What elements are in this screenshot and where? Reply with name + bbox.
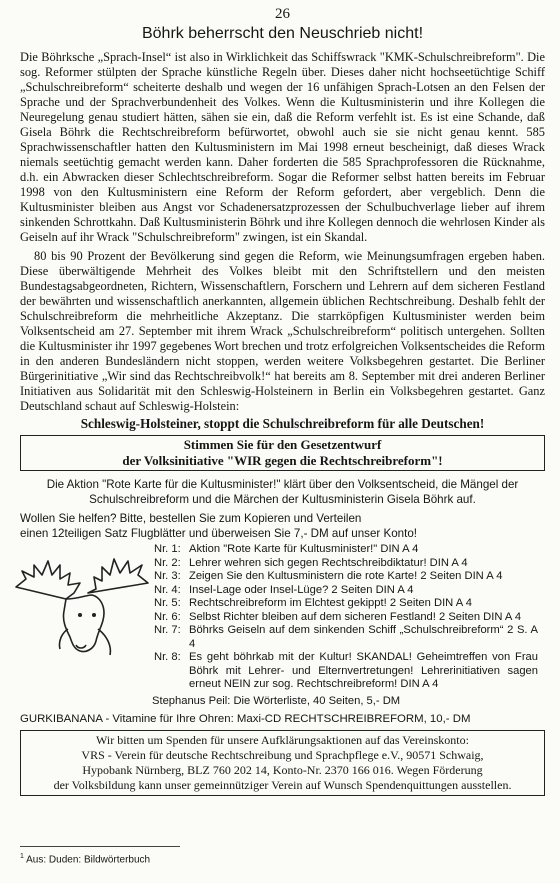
donate-line-1: Wir bitten um Spenden für unsere Aufklärungsaktionen auf das Vereinskonto: (96, 733, 469, 747)
flyer-list (154, 543, 538, 692)
moose-illustration (8, 549, 158, 659)
vote-box (20, 435, 545, 471)
donation-box (20, 730, 545, 796)
list-item: Nr. 6: Selbst Richter bleiben auf dem sicheren Festland! 2 Seiten DIN A 4 (154, 610, 522, 623)
paragraph-2: 80 bis 90 Prozent der Bevölkerung sind gegen die Reform, wie Meinungsumfragen ergeben haben. Diese überwältigende Mehrheit des Volkes bleibt mit den Schriftstellern und den meisten Bundestagsabgeordneten, Richtern, Wissenschaftlern, Forschern und Lehrern auf dem sicheren Festland der bewährten und wissenschaftlich anerkannten, allgemein üblichen Rechtschreibung. Deshalb fehlt der Schulschreibreform die mehrheitliche Akzeptanz. Die starrköpfigen Kultusminister werden beim Volksentscheid am 27. September mit ihrem Wrack „Schulschreibreform“ politisch untergehen. Sollten die Kultusminister ihr 1997 gegebenes Wort brechen und trotz erfolgreichen Volksentscheides die Reform in den anderen Bundesländern nicht stoppen, werden weitere Volksbegehren gestartet. Die Berliner Bürgerinitiative „Wir sind das Rechtschreibvolk!“ hat bereits am 8. September mit drei anderen Berliner Initiativen aus Solidarität mit den Schleswig-Holsteinern in Berlin ein Volksbegehren gestartet. Ganz Deutschland schaut auf Schleswig-Holstein: (20, 249, 545, 413)
donate-line-2: VRS - Verein für deutsche Rechtschreibung und Sprachpflege e.V., 90571 Schwaig, (81, 748, 484, 762)
campaign-info: Die Aktion "Rote Karte für die Kultusminister!" klärt über den Volksentscheid, die Mängel der Schulschreibreform und die Märchen der Kultusministerin Gisela Böhrk auf. (46, 478, 519, 506)
paragraph-1: Die Böhrksche „Sprach-Insel“ ist also in Wirklichkeit das Schiffswrack "KMK-Schulschreibreform". Die sog. Reformer stülpten der Sprache künstliche Regeln über. Dieses daher nicht hochseetüchtige Schiff „Schulschreibreform“ scheiterte deshalb und wegen der 16 unfähigen Sprach-Lotsen an den Felsen der Sprache und der Sprachverbundenheit des Volkes. Wenn die Kultusministerin und ihre Kollegen die Neuregelung genau studiert hätten, sähen sie ein, daß die Reform verfehlt ist. Es ist eine Schande, daß Gisela Böhrk die Rechtschreibreform befürwortet, obwohl auch sie sie nicht genau kennt. 585 Sprachwissenschaftler hatten den Kultusministern im Mai 1998 erneut bescheinigt, daß dieses Wrack niemals seetüchtig gemacht werden kann. Daher forderten die 585 Sprachprofessoren die Rücknahme, d.h. ein Abwracken dieser Schlechtschreibreform. Sogar die Reformer selbst hatten bereits im Februar 1998 von den Kultusministern eine Reform der Reform gefordert, aber vergeblich. Denn die Kultusminister bleiben aus Angst vor Schadenersatzprozessen der Schulbuchverlage lieber auf ihrem sinkenden Schrottkahn. Daß Kultusministerin Böhrk und ihre Kollegen dennoch die wehrlosen Kinder als Geiseln auf ihr Wrack "Schulschreibreform" zwingen, ist ein Skandal. (20, 50, 545, 244)
list-item: Nr. 8: Es geht böhrkab mit der Kultur! SKANDAL! Geheimtreffen von Frau Böhrk mit Lehrer- und Elternvertretungen! Lehrerinitiativen sagen erneut NEIN zur sog. Rechtschreibreform! DIN A 4 (154, 651, 538, 690)
footnote-mark: 1 (20, 853, 24, 860)
page-title: Böhrk beherrscht den Neuschrieb nicht! (141, 25, 424, 42)
vote-line-1: Stimmen Sie für den Gesetzentwurf (183, 437, 382, 452)
donate-line-4: der Volksbildung kann unser gemeinnütziger Verein auf Wunsch Spendenquittungen ausstellen. (53, 778, 512, 792)
help-text (20, 512, 545, 541)
cd-offer: GURKIBANANA - Vitamine für Ihre Ohren: Maxi-CD RECHTSCHREIBREFORM, 10,- DM (20, 713, 471, 725)
slogan: Schleswig-Holsteiner, stoppt die Schulschreibreform für alle Deutschen! (80, 416, 485, 431)
donate-line-3: Hypobank Nürnberg, BLZ 760 202 14, Konto-Nr. 2370 166 016. Wegen Förderung (82, 763, 483, 777)
list-item: Nr. 1: Aktion "Rote Karte für Kultusminister!" DIN A 4 (154, 543, 419, 555)
page-number: 26 (275, 6, 290, 22)
list-item: Nr. 2: Lehrer wehren sich gegen Rechtschreibdiktatur! DIN A 4 (154, 556, 468, 569)
footnote-text: Aus: Duden: Bildwörterbuch (26, 854, 151, 866)
help-line-1: Wollen Sie helfen? Bitte, bestellen Sie zum Kopieren und Verteilen (20, 512, 362, 525)
word-list-offer: Stephanus Peil: Die Wörterliste, 40 Seiten, 5,- DM (152, 695, 401, 707)
help-line-2: einen 12teiligen Satz Flugblätter und überweisen Sie 7,- DM auf unser Konto! (20, 526, 418, 540)
footnote (20, 851, 150, 866)
list-item: Nr. 7: Böhrks Geiseln auf dem sinkenden Schiff „Schulschreibreform“ 2 S. A 4 (154, 624, 538, 650)
list-item: Nr. 4: Insel-Lage oder Insel-Lüge? 2 Seiten DIN A 4 (154, 583, 414, 596)
vote-line-2: der Volksinitiative "WIR gegen die Rechtschreibreform"! (122, 453, 443, 468)
flyer-list-section (20, 543, 545, 694)
list-item: Nr. 3: Zeigen Sie den Kultusministern die rote Karte! 2 Seiten DIN A 4 (154, 570, 503, 582)
page (20, 6, 545, 796)
footnote-rule (20, 846, 180, 847)
list-item: Nr. 5: Rechtschreibreform im Elchtest gekippt! 2 Seiten DIN A 4 (154, 597, 472, 609)
